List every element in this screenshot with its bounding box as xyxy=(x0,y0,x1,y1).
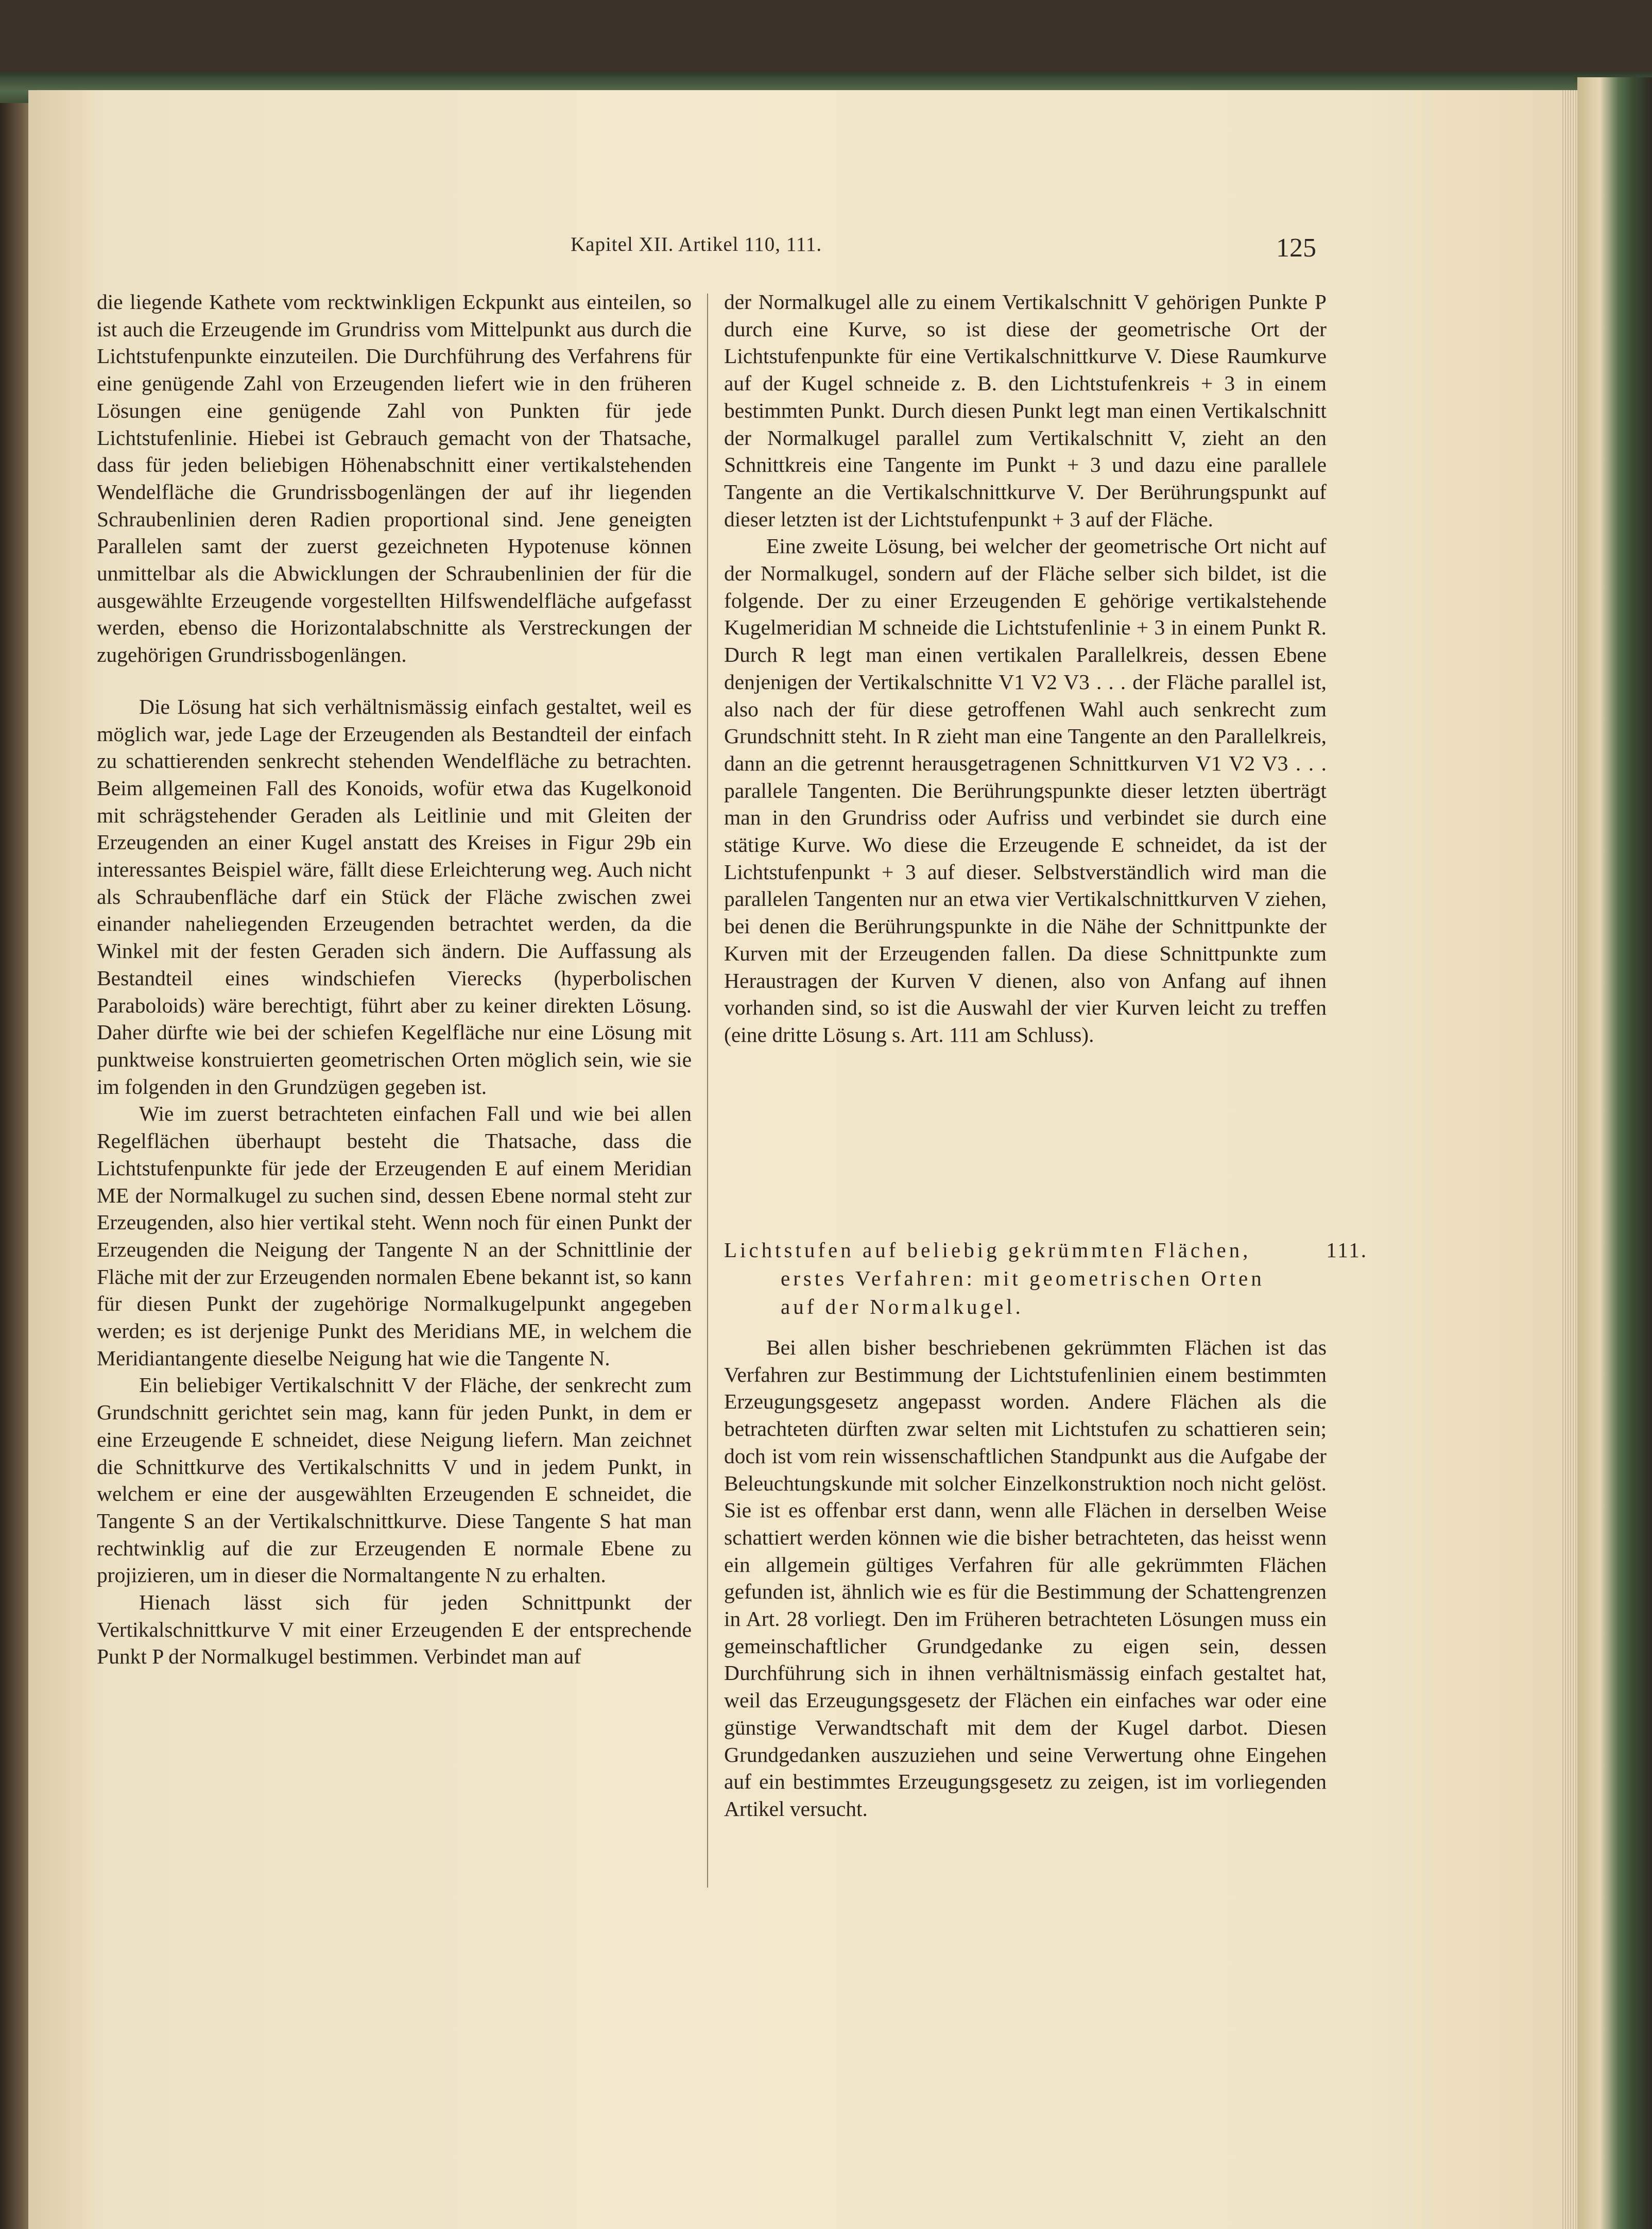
paragraph: Bei allen bisher beschriebenen gekrümmten Flächen ist das Verfahren zur Bestimmung der Lichtstufenlinien einem bestimmten Erzeugungsgesetz angepasst worden. Andere Flächen als die betrachteten dürften zwar selten mit Lichtstufen zu schattieren sein; doch ist vom rein wissenschaftlichen Standpunkt aus die Aufgabe der Beleuchtungskunde mit solcher Einzelkonstruktion noch nicht gelöst. Sie ist es offenbar erst dann, wenn alle Flächen in derselben Weise schattiert werden können wie die bisher betrachteten, das heisst wenn ein allgemein gültiges Verfahren für alle gekrümmten Flächen gefunden ist, ähnlich wie es für die Bestimmung der Schattengrenzen in Art. 28 vorliegt. Den im Früheren betrachteten Lösungen muss ein gemeinschaftlicher Grundgedanke zu eigen sein, dessen Durchführung sich in ihnen verhältnismässig einfach gestaltet hat, weil das Erzeugungsgesetz der Flächen ein einfaches war oder eine günstige Verwandtschaft mit dem der Kugel darbot. Diesen Grundgedanken auszuziehen und seine Verwertung ohne Eingehen auf ein bestimmtes Erzeugungsgesetz zu zeigen, ist im vorliegenden Artikel versucht. xyxy=(724,1335,1327,1821)
paragraph: Ein beliebiger Vertikalschnitt V der Fläche, der senkrecht zum Grundschnitt gerichtet sein mag, kann für jeden Punkt, in dem er eine Erzeugende E schneidet, diese Neigung liefern. Man zeichnet die Schnittkurve des Vertikalschnitts V und in jedem Punkt, in welchem er eine der ausgewählten Erzeugenden E schneidet, die Tangente S an der Vertikalschnittkurve. Diese Tangente S hat man rechtwinklig auf die zur Erzeugenden E normale Ebene zu projizieren, um in dieser die Normaltangente N zu erhalten. xyxy=(97,1373,692,1587)
page-stack-edge xyxy=(1561,90,1577,2229)
page-number: 125 xyxy=(1276,233,1316,263)
paragraph: der Normalkugel alle zu einem Vertikalschnitt V gehörigen Punkte P durch eine Kurve, so ist diese der geometrische Ort der Lichtstufenpunkte für eine Vertikalschnittkurve V. Diese Raumkurve auf der Kugel schneide z. B. den Lichtstufenkreis + 3 in einem bestimmten Punkt. Durch diesen Punkt legt man einen Vertikalschnitt der Normalkugel parallel zum Vertikalschnitt V, zieht an den Schnittkreis eine Tangente im Punkt + 3 und dazu eine parallele Tangente an die Vertikalschnittkurve V. Der Berührungspunkt auf dieser letzten ist der Lichtstufenpunkt + 3 auf der Fläche. xyxy=(724,290,1327,531)
heading-line-3: auf der Normalkugel. xyxy=(781,1295,1024,1318)
book-cover-right xyxy=(1577,77,1652,2229)
paragraph: Die Lösung hat sich verhältnismässig einfach gestaltet, weil es möglich war, jede Lage der Erzeugenden als Bestandteil der einfach zu schattierenden senkrecht stehenden Wendelfläche zu betrachten. Beim allgemeinen Fall des Konoids, wofür etwa das Kugelkonoid mit schrägstehender Geraden als Leitlinie und mit Gleiten der Erzeugenden an einer Kugel anstatt des Kreises in Figur 29b ein interessantes Beispiel wäre, fällt diese Erleichterung weg. Auch nicht als Schraubenfläche darf ein Stück der Fläche zwischen zwei einander naheliegenden Erzeugenden betrachtet werden, da die Winkel mit der festen Geraden sich ändern. Die Auffassung als Bestandteil eines windschiefen Vierecks (hyperbolischen Paraboloids) wäre berechtigt, führt aber zu keiner direkten Lösung. Daher dürfte wie bei der schiefen Kegelfläche nur eine Lösung mit punktweise konstruierten geometrischen Orten möglich sein, wie sie im folgenden in den Grundzügen gegeben ist. xyxy=(97,694,692,1099)
left-column xyxy=(97,288,692,1670)
heading-line-2: erstes Verfahren: mit geometrischen Orten xyxy=(781,1266,1265,1290)
paragraph: Eine zweite Lösung, bei welcher der geometrische Ort nicht auf der Normalkugel, sondern auf der Fläche selber sich bildet, ist die folgende. Der zu einer Erzeugenden E gehörige vertikalstehende Kugelmeridian M schneide die Lichtstufenlinie + 3 in einem Punkt R. Durch R legt man einen vertikalen Parallelkreis, dessen Ebene denjenigen der Vertikalschnitte V1 V2 V3 . . . der Fläche parallel ist, also nach der für diese getroffenen Wahl auch senkrecht zum Grundschnitt steht. In R zieht man eine Tangente an den Parallelkreis, dann an die getrennt herausgetragenen Schnittkurven V1 V2 V3 . . . parallele Tangenten. Die Berührungspunkte dieser letzten überträgt man in den Grundriss oder Aufriss und verbindet sie durch eine stätige Kurve. Wo diese die Erzeugende E schneidet, da ist der Lichtstufenpunkt + 3 auf dieser. Selbstverständlich wird man die parallelen Tangenten nur an etwa vier Vertikalschnittkurven V ziehen, bei denen die Berührungspunkte in die Nähe der Schnittpunkte der Kurven mit der Erzeugenden fallen. Da diese Schnittpunkte zum Heraustragen der Kurven V dienen, also von Anfang auf ihnen vorhanden sind, so ist die Auswahl der vier Kurven leicht zu treffen (eine dritte Lösung s. Art. 111 am Schluss). xyxy=(724,534,1327,1047)
heading-line-1: Lichtstufen auf beliebig gekrümmten Flächen, xyxy=(724,1238,1251,1262)
right-column-bottom xyxy=(724,1334,1327,1823)
paragraph: Hienach lässt sich für jeden Schnittpunkt der Vertikalschnittkurve V mit einer Erzeugenden E der entsprechende Punkt P der Normalkugel bestimmen. Verbindet man auf xyxy=(97,1590,692,1669)
article-number: 111. xyxy=(1326,1238,1368,1262)
column-rule xyxy=(707,294,708,1888)
right-column-top xyxy=(724,288,1327,1049)
running-head: Kapitel XII. Artikel 110, 111. xyxy=(571,233,822,255)
section-heading xyxy=(724,1236,1368,1321)
paragraph: Wie im zuerst betrachteten einfachen Fall und wie bei allen Regelflächen überhaupt besteht die Thatsache, dass die Lichtstufenpunkte für jede der Erzeugenden E auf einem Meridian ME der Normalkugel zu suchen sind, dessen Ebene normal steht zur Erzeugenden, also hier vertikal steht. Wenn noch für einen Punkt der Erzeugenden die Neigung der Tangente N an der Schnittlinie der Fläche mit der zur Erzeugenden normalen Ebene bekannt ist, so kann für diesen Punkt der zugehörige Normalkugelpunkt angegeben werden; es ist derjenige Punkt des Meridians ME, in welchem die Meridiantangente dieselbe Neigung hat wie die Tangente N. xyxy=(97,1102,692,1370)
paragraph: die liegende Kathete vom recktwinkligen Eckpunkt aus einteilen, so ist auch die Erzeugende im Grundriss vom Mittelpunkt aus durch die Lichtstufenpunkte einzuteilen. Die Durchführung des Verfahrens für eine genügende Zahl von Erzeugenden liefert wie in den früheren Lösungen eine genügende Zahl von Punkten für jede Lichtstufenlinie. Hiebei ist Gebrauch gemacht von der Thatsache, dass für jeden beliebigen Höhenabschnitt einer vertikalstehenden Wendelfläche die Grundrissbogenlängen der auf ihr liegenden Schraubenlinien deren Radien proportional sind. Jene geneigten Parallelen samt der zuerst gezeichneten Hypotenuse können unmittelbar als die Abwicklungen der Schraubenlinien der für die ausgewählte Erzeugende vorgestellten Hilfswendelfläche aufgefasst werden, ebenso die Horizontalabschnitte als Verstreckungen der zugehörigen Grundrissbogenlängen. xyxy=(97,290,692,667)
